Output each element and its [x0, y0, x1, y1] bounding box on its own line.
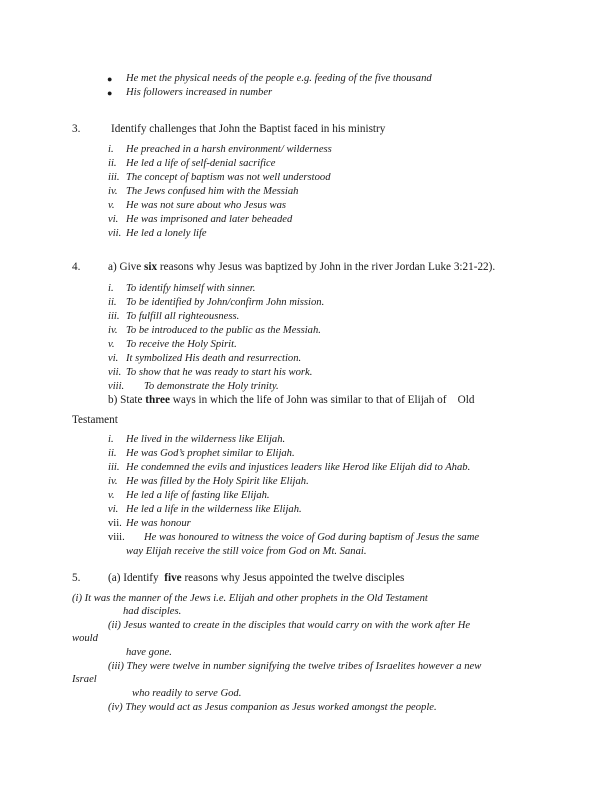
question-prompt: Identify challenges that John the Baptist faced in his ministry — [111, 123, 386, 135]
list-marker: viii. — [108, 532, 125, 543]
list-marker: vi. — [108, 353, 119, 364]
list-marker: iv. — [108, 186, 118, 197]
list-item: He was imprisoned and later beheaded — [126, 214, 293, 225]
prompt-text: reasons why Jesus was baptized by John in the river Jordan Luke 3:21-22). — [157, 261, 496, 273]
list-marker: viii. — [108, 381, 125, 392]
list-marker: vi. — [108, 214, 119, 225]
bullet-icon: ● — [107, 88, 113, 98]
bullet-item: He met the physical needs of the people e.g. feeding of the five thousand — [126, 73, 432, 84]
list-item-wrap: way Elijah receive the still voice from God on Mt. Sanai. — [126, 546, 367, 557]
list-marker: vi. — [108, 504, 119, 515]
list-marker: vii. — [108, 228, 122, 239]
list-item: To identify himself with sinner. — [126, 283, 256, 294]
list-marker: i. — [108, 434, 114, 445]
list-item: (iii) They were twelve in number signifying the twelve tribes of Israelites however a new — [108, 661, 482, 672]
list-item: The Jews confused him with the Messiah — [126, 186, 299, 197]
list-item: (iv) They would act as Jesus companion as Jesus worked amongst the people. — [108, 702, 437, 713]
list-marker: ii. — [108, 297, 117, 308]
list-item: To fulfill all righteousness. — [126, 311, 240, 322]
list-marker: v. — [108, 490, 115, 501]
list-item: He was not sure about who Jesus was — [126, 200, 286, 211]
list-item-wrap: who readily to serve God. — [132, 688, 242, 699]
list-item: He was God’s prophet similar to Elijah. — [126, 448, 295, 459]
list-item: It symbolized His death and resurrection. — [126, 353, 302, 364]
list-item-wrap: would — [72, 633, 98, 644]
list-item: The concept of baptism was not well understood — [126, 172, 331, 183]
question-number: 4. — [72, 261, 81, 273]
prompt-text: a) Give — [108, 261, 145, 273]
bullet-icon: ● — [107, 74, 113, 84]
list-item: He led a life of fasting like Elijah. — [126, 490, 270, 501]
list-item: (i) It was the manner of the Jews i.e. Elijah and other prophets in the Old Testament — [72, 593, 428, 604]
question-prompt-b — [108, 394, 474, 406]
prompt-text: ways in which the life of John was similar to that of Elijah of Old — [169, 394, 475, 406]
question-prompt-a — [108, 261, 495, 273]
list-item: He was honoured to witness the voice of God during baptism of Jesus the same — [144, 532, 480, 543]
prompt-emphasis: six — [144, 261, 158, 273]
list-item-wrap: have gone. — [126, 647, 172, 658]
list-item: He led a life in the wilderness like Elijah. — [126, 504, 302, 515]
list-marker: iv. — [108, 476, 118, 487]
list-item: He was honour — [126, 518, 191, 529]
list-item: He preached in a harsh environment/ wilderness — [126, 144, 332, 155]
list-marker: iii. — [108, 311, 120, 322]
question-prompt — [108, 572, 404, 584]
prompt-text: b) State — [108, 394, 146, 406]
list-marker: iii. — [108, 172, 120, 183]
list-item: He led a life of self-denial sacrifice — [126, 158, 276, 169]
prompt-emphasis: three — [145, 394, 170, 406]
list-item-wrap: had disciples. — [123, 606, 182, 617]
question-number: 3. — [72, 123, 81, 135]
list-item: He led a lonely life — [126, 228, 207, 239]
list-marker: ii. — [108, 448, 117, 459]
prompt-emphasis: five — [164, 572, 182, 584]
question-number: 5. — [72, 572, 81, 584]
list-item: (ii) Jesus wanted to create in the disciples that would carry on with the work after He — [108, 620, 471, 631]
list-marker: v. — [108, 339, 115, 350]
list-item-wrap: Israel — [72, 674, 97, 685]
list-marker: vii. — [108, 367, 122, 378]
prompt-text: (a) Identify — [108, 572, 165, 584]
list-item: He was filled by the Holy Spirit like Elijah. — [126, 476, 309, 487]
list-item: To be introduced to the public as the Messiah. — [126, 325, 321, 336]
list-marker: ii. — [108, 158, 117, 169]
list-marker: iv. — [108, 325, 118, 336]
bullet-item: His followers increased in number — [126, 87, 273, 98]
list-marker: iii. — [108, 462, 120, 473]
list-item: To be identified by John/confirm John mission. — [126, 297, 325, 308]
list-marker: v. — [108, 200, 115, 211]
list-marker: i. — [108, 144, 114, 155]
list-item: To receive the Holy Spirit. — [126, 339, 237, 350]
list-marker: vii. — [108, 518, 122, 529]
prompt-text: reasons why Jesus appointed the twelve disciples — [181, 572, 405, 584]
list-marker: i. — [108, 283, 114, 294]
list-item: He condemned the evils and injustices leaders like Herod like Elijah did to Ahab. — [126, 462, 471, 473]
question-prompt-b-wrap: Testament — [72, 414, 118, 426]
list-item: To demonstrate the Holy trinity. — [144, 381, 279, 392]
list-item: To show that he was ready to start his work. — [126, 367, 313, 378]
list-item: He lived in the wilderness like Elijah. — [126, 434, 286, 445]
